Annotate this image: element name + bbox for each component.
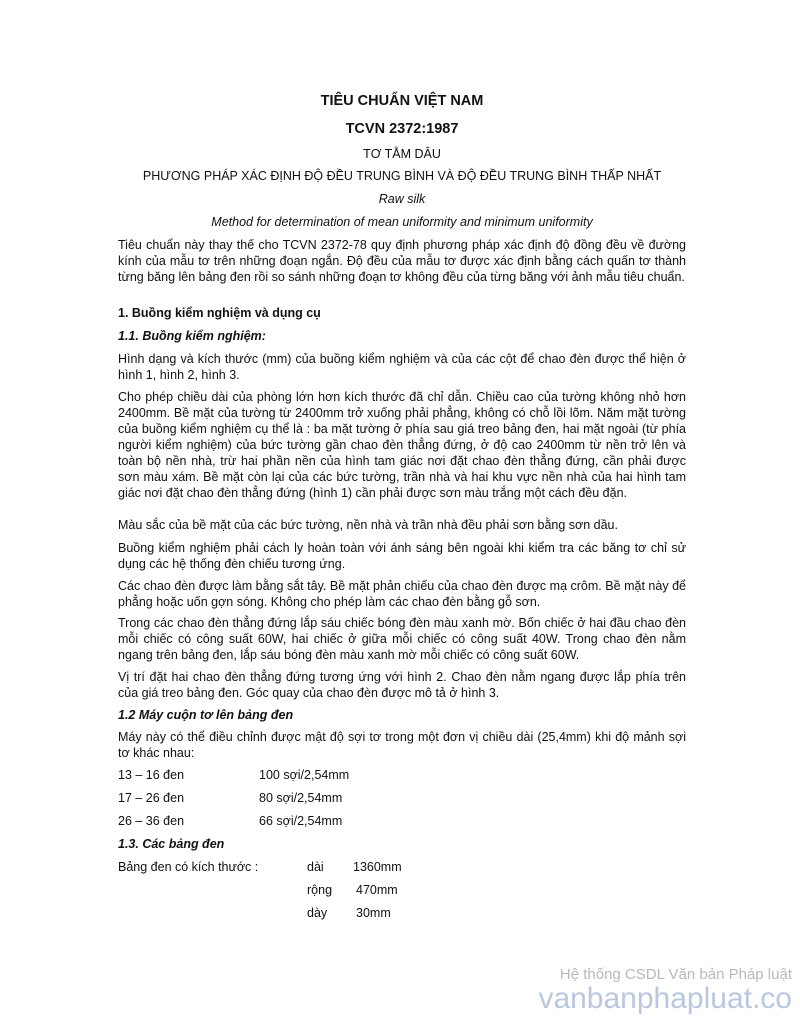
density-range: 26 – 36 đen <box>118 814 185 828</box>
doc-title: TIÊU CHUẨN VIỆT NAM <box>320 93 484 109</box>
watermark-line-1: Hệ thống CSDL Văn bản Pháp luật <box>559 966 792 983</box>
board-dim-value: 1360mm <box>353 860 402 874</box>
board-dim-name: rộng <box>307 883 333 897</box>
density-value: 80 sợi/2,54mm <box>259 791 343 805</box>
board-dim-name: dày <box>307 906 328 920</box>
paragraph: Cho phép chiều dài của phòng lớn hơn kích thước đã chỉ dẫn. Chiều cao của tường không nhỏ hơn 2400mm. Bề mặt của tường từ 2400mm trở xuống phải phẳng, không có chỗ lồi lõm. Năm mặt tường của buồng kiểm nghiệm cụ thể là : ba mặt tường ở phía sau giá treo bảng đen, hai mặt ngoài (từ phía người kiểm nghiệm) của bức tường gần chao đèn thẳng đứng, ở độ cao 2400mm từ nền trở lên và toàn bộ nền nhà, trừ hai phần nền của hình tam giác nơi đặt chao đèn thẳng đứng, cần phải được sơn màu xám. Bề mặt còn lại của các bức tường, trần nhà và hai khu vực nền nhà của hai hình tam giác nơi đặt chao đèn thẳng đứng (hình 1) cần phải được sơn màu trắng một cách đều đặn. <box>118 390 686 500</box>
doc-subject: TƠ TẰM DÂU <box>363 147 441 161</box>
doc-method-en: Method for determination of mean uniformity and minimum uniformity <box>211 215 593 229</box>
paragraph: Hình dạng và kích thước (mm) của buồng kiểm nghiệm và của các cột để chao đèn được thể hiện ở hình 1, hình 2, hình 3. <box>118 352 686 382</box>
section-1-3-heading: 1.3. Các bảng đen <box>118 837 225 851</box>
watermark-line-2: vanbanphapluat.co <box>538 982 792 1015</box>
section-1-heading: 1. Buồng kiểm nghiệm và dụng cụ <box>118 306 321 320</box>
board-label: Bảng đen có kích thước : <box>118 860 259 874</box>
paragraph: Máy này có thể điều chỉnh được mật độ sợi tơ trong một đơn vị chiều dài (25,4mm) khi độ mảnh sợi tơ khác nhau: <box>118 730 686 760</box>
paragraph: Vị trí đặt hai chao đèn thẳng đứng tương ứng với hình 2. Chao đèn nằm ngang được lắp phía trên của giá treo bảng đen. Góc quay của chao đèn được mô tả ở hình 3. <box>118 670 686 700</box>
section-1-2-heading: 1.2 Máy cuộn tơ lên bảng đen <box>118 708 294 722</box>
paragraph: Buồng kiểm nghiệm phải cách ly hoàn toàn với ánh sáng bên ngoài khi kiểm tra các băng tơ chỉ sử dụng các hệ thống đèn chiếu tương ứng. <box>118 541 686 571</box>
board-dim-name: dài <box>307 860 324 874</box>
paragraph: Trong các chao đèn thẳng đứng lắp sáu chiếc bóng đèn màu xanh mờ. Bốn chiếc ở hai đầu chao đèn mỗi chiếc có công suất 60W, hai chiếc ở giữa mỗi chiếc có công suất 40W. Trong chao đèn nằm ngang trên bảng đen, lắp sáu bóng đèn màu xanh mờ mỗi chiếc có công suất 60W. <box>118 616 686 662</box>
density-row <box>118 791 343 805</box>
board-dim-value: 30mm <box>356 906 391 920</box>
paragraph: Các chao đèn được làm bằng sắt tây. Bề mặt phản chiếu của chao đèn được mạ crôm. Bề mặt này để phẳng hoặc uốn gợn sóng. Không cho phép làm các chao đèn bằng gỗ sơn. <box>118 579 686 609</box>
doc-method: PHƯƠNG PHÁP XÁC ĐỊNH ĐỘ ĐỀU TRUNG BÌNH VÀ ĐỘ ĐỀU TRUNG BÌNH THẤP NHẤT <box>142 169 662 183</box>
density-row <box>118 768 350 782</box>
doc-subject-en: Raw silk <box>378 192 426 206</box>
doc-code: TCVN 2372:1987 <box>345 121 459 137</box>
density-value: 66 sợi/2,54mm <box>259 814 343 828</box>
density-range: 13 – 16 đen <box>118 768 185 782</box>
paragraph: Màu sắc của bề mặt của các bức tường, nền nhà và trần nhà đều phải sơn bằng sơn dầu. <box>118 518 618 532</box>
density-range: 17 – 26 đen <box>118 791 185 805</box>
section-1-1-heading: 1.1. Buồng kiểm nghiệm: <box>118 329 266 343</box>
intro-paragraph: Tiêu chuẩn này thay thế cho TCVN 2372-78 quy định phương pháp xác định độ đồng đều về đường kính của mẫu tơ trên những đoạn ngắn. Độ đều của mẫu tơ được xác định bằng cách quấn tơ thành từng băng lên bảng đen rồi so sánh những đoạn tơ không đều của từng băng với ảnh mẫu tiêu chuẩn. <box>118 238 686 284</box>
density-value: 100 sợi/2,54mm <box>259 768 350 782</box>
board-dim-value: 470mm <box>356 883 398 897</box>
density-row <box>118 814 343 828</box>
